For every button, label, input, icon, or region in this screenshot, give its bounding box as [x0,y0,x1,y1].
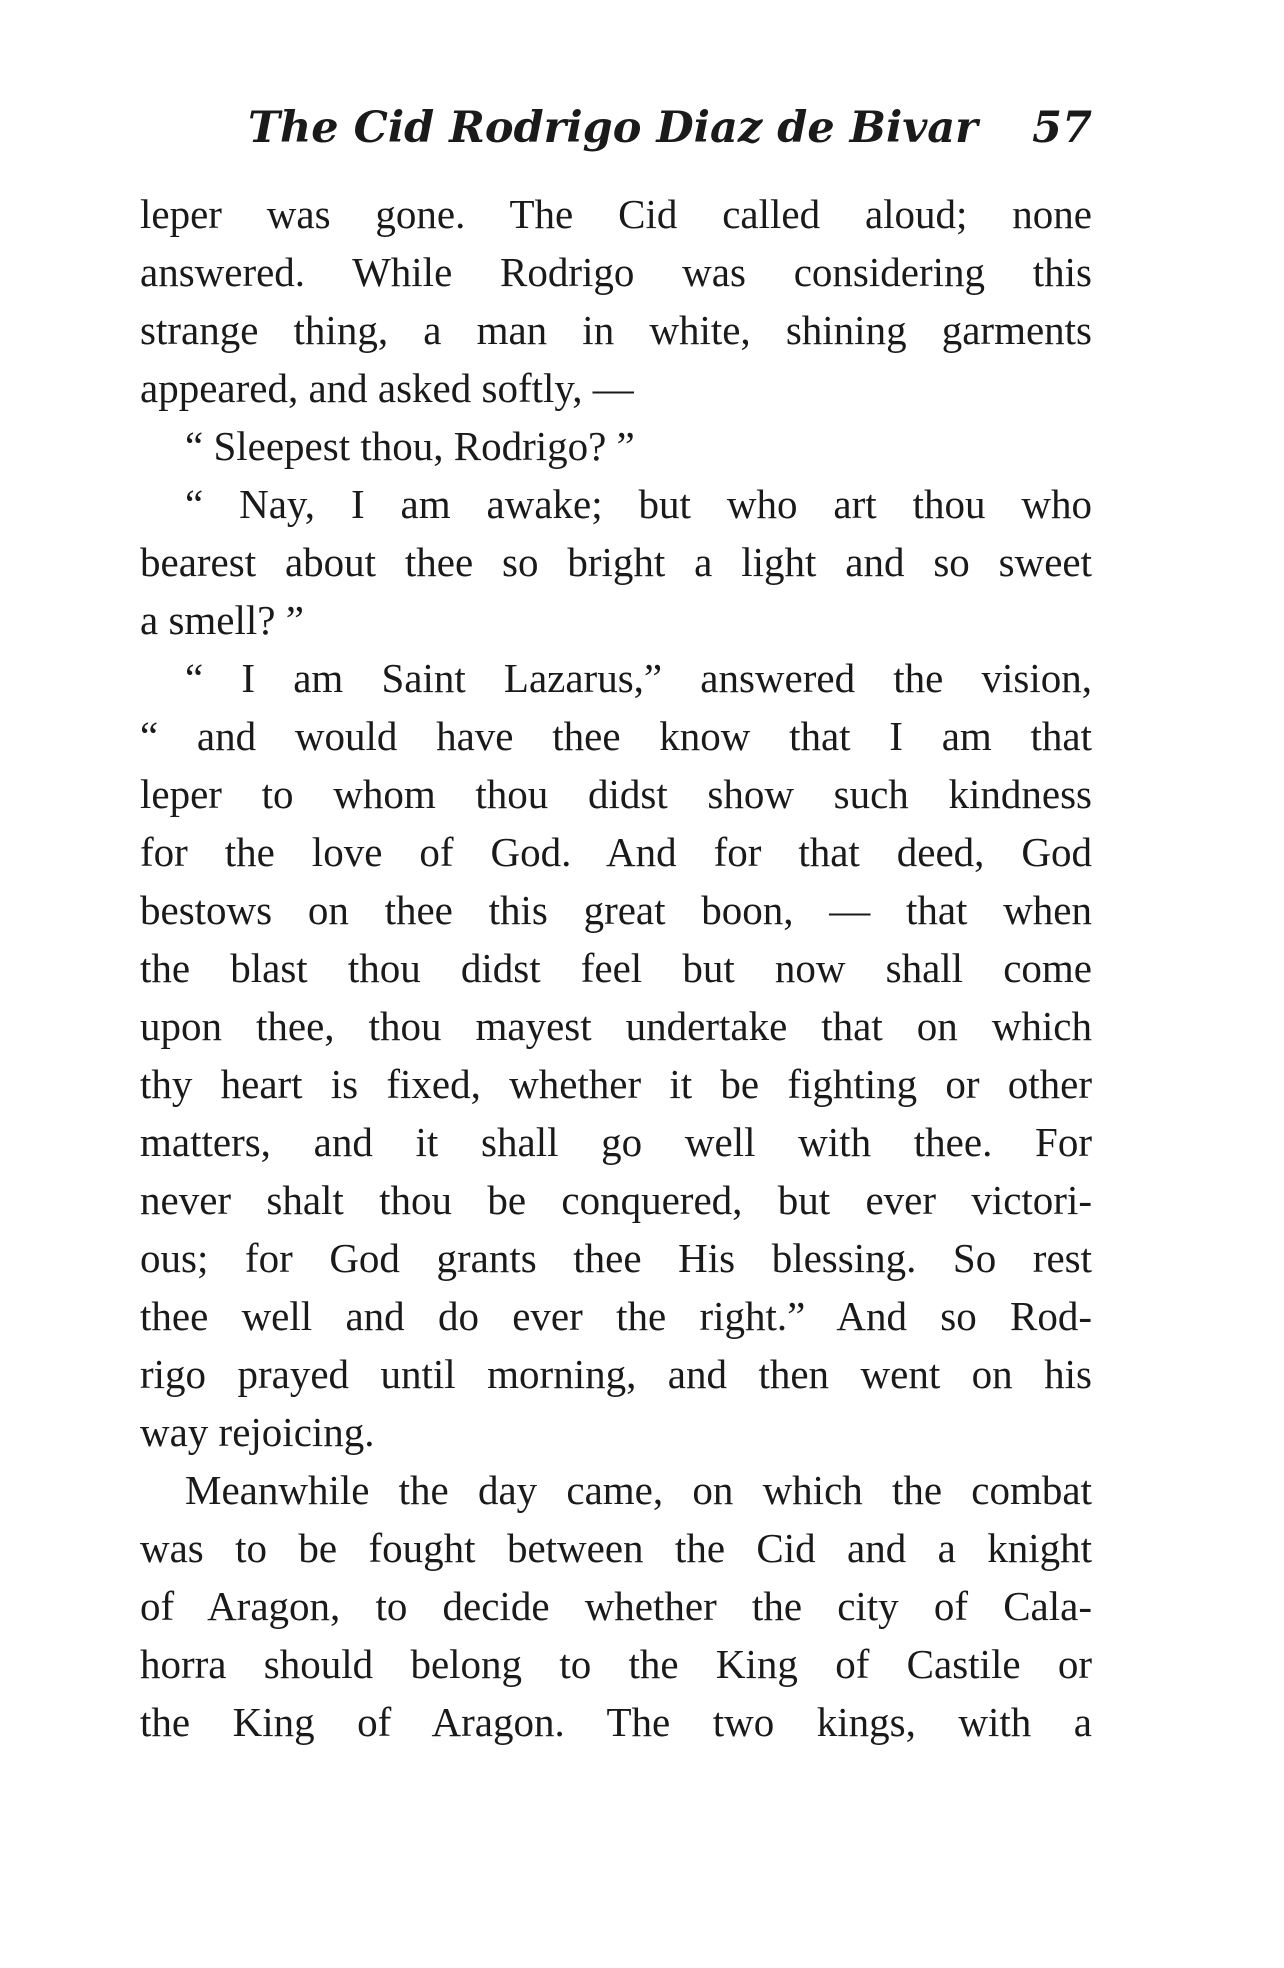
text-line: “ Nay, I am awake; but who art thou who [185,481,1092,527]
text-line: of Aragon, to decide whether the city of Cala- [140,1583,1092,1629]
text-line: rigo prayed until morning, and then went on his [140,1351,1092,1397]
text-line: thee well and do ever the right.” And so Rod- [140,1293,1092,1339]
page-number: 57 [1032,103,1092,153]
text-line: ous; for God grants thee His blessing. So rest [140,1235,1092,1281]
text-line: thy heart is fixed, whether it be fighting or other [140,1061,1092,1107]
text-line: a smell? ” [140,597,304,643]
text-line: horra should belong to the King of Castile or [140,1641,1092,1687]
text-line: answered. While Rodrigo was considering this [140,249,1092,295]
text-line: never shalt thou be conquered, but ever victori- [140,1177,1092,1223]
text-line: bearest about thee so bright a light and so sweet [140,539,1092,585]
text-line: the blast thou didst feel but now shall come [140,945,1092,991]
text-line: way rejoicing. [140,1409,375,1455]
text-line: matters, and it shall go well with thee. For [140,1119,1092,1165]
text-line: leper was gone. The Cid called aloud; none [140,191,1092,237]
text-line: “ Sleepest thou, Rodrigo? ” [185,423,635,469]
text-line: leper to whom thou didst show such kindness [140,771,1092,817]
text-line: appeared, and asked softly, — [140,365,634,411]
text-line: was to be fought between the Cid and a knight [140,1525,1092,1571]
text-line: Meanwhile the day came, on which the combat [185,1467,1092,1513]
text-line: “ and would have thee know that I am that [140,713,1092,759]
text-line: “ I am Saint Lazarus,” answered the vision, [185,655,1092,701]
body-text [140,185,1092,1751]
text-line: upon thee, thou mayest undertake that on which [140,1003,1092,1049]
text-line: bestows on thee this great boon, — that when [140,887,1092,933]
running-head-title: The Cid Rodrigo Diaz de Bivar [248,103,978,153]
running-head [140,98,1092,158]
text-line: strange thing, a man in white, shining garments [140,307,1092,353]
text-line: the King of Aragon. The two kings, with a [140,1699,1092,1745]
text-line: for the love of God. And for that deed, God [140,829,1092,875]
